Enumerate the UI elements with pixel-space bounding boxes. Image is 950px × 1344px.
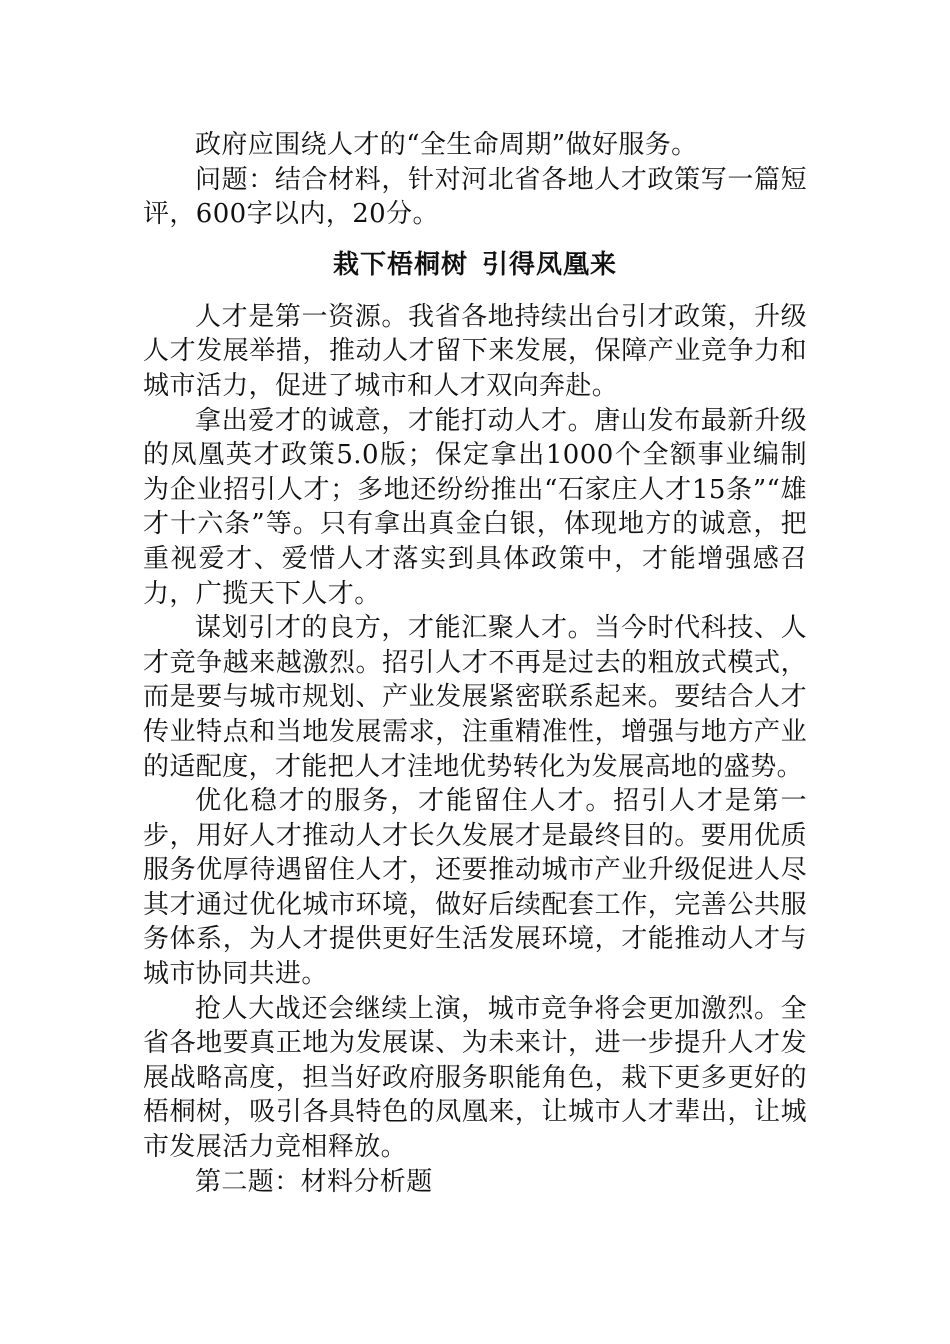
essay-paragraph-5: 抢人大战还会继续上演，城市竞争将会更加激烈。全省各地要真正地为发展谋、为未来计，进一步提升人才发展战略高度，担当好政府服务职能角色，栽下更多更好的梧桐树，吸引各具特色的凤凰来，让城市人才辈出，让城市发展活力竞相释放。	[143, 993, 807, 1163]
next-section-heading: 第二题：材料分析题	[195, 1166, 433, 1197]
essay-paragraph-4: 优化稳才的服务，才能留住人才。招引人才是第一步，用好人才推动人才长久发展才是最终目的。要用优质服务优厚待遇留住人才，还要推动城市产业升级促进人尽其才通过优化城市环境，做好后续配套工作，完善公共服务体系，为人才提供更好生活发展环境，才能推动人才与城市协同共进。	[143, 786, 807, 990]
essay-paragraph-1: 人才是第一资源。我省各地持续出台引才政策，升级人才发展举措，推动人才留下来发展，保障产业竞争力和城市活力，促进了城市和人才双向奔赴。	[143, 301, 807, 401]
intro-paragraph-1: 政府应围绕人才的“全生命周期”做好服务。	[195, 130, 698, 160]
essay-title-part-2: 引得凤凰来	[482, 249, 618, 280]
essay-paragraph-3: 谋划引才的良方，才能汇聚人才。当今时代科技、人才竞争越来越激烈。招引人才不再是过去的粗放式模式，而是要与城市规划、产业发展紧密联系起来。要结合人才传业特点和当地发展需求，注重精准性，增强与地方产业的适配度，才能把人才洼地优势转化为发展高地的盛势。	[143, 613, 807, 782]
essay-paragraph-2: 拿出爱才的诚意，才能打动人才。唐山发布最新升级的凤凰英才政策5.0版；保定拿出1000个全额事业编制为企业招引人才；多地还纷纷推出“石家庄人才15条”“雄才十六条”等。只有拿出真金白银，体现地方的诚意，把重视爱才、爱惜人才落实到具体政策中，才能增强感召力，广揽天下人才。	[143, 405, 807, 609]
document-page	[143, 128, 807, 1199]
question-paragraph: 问题：结合材料，针对河北省各地人才政策写一篇短评，600字以内，20分。	[143, 164, 807, 230]
essay-title	[143, 248, 807, 282]
essay-title-part-1: 栽下梧桐树	[332, 249, 468, 280]
